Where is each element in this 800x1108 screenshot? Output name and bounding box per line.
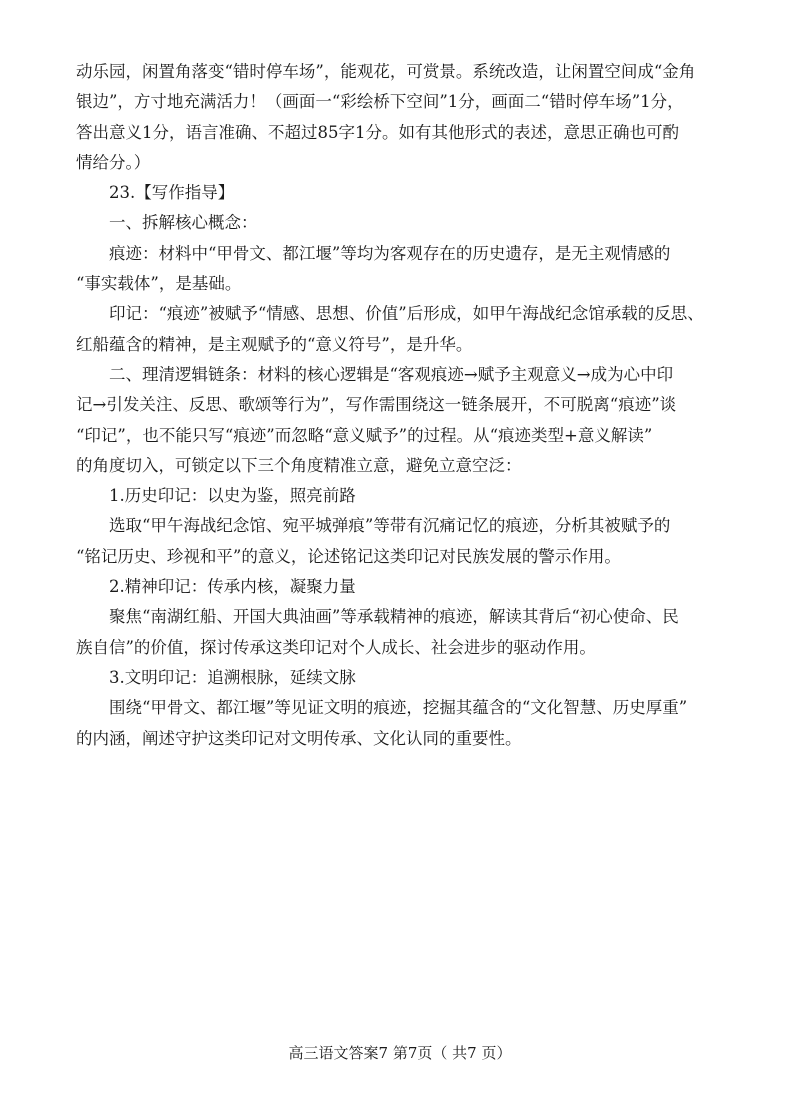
text-line: “印记”，也不能只写“痕迹”而忽略“意义赋予”的过程。从“痕迹类型+意义解读” (76, 425, 653, 445)
section-heading-concepts (76, 208, 726, 238)
paragraph-trace-definition (76, 239, 726, 300)
text-line: 记→引发关注、反思、歌颂等行为”，写作需围绕这一链条展开，不可脱离“痕迹”谈 (76, 395, 677, 415)
text-line: 2.精神印记：传承内核，凝聚力量 (109, 577, 356, 597)
text-line: 的内涵，阐述守护这类印记对文明传承、文化认同的重要性。 (76, 728, 522, 748)
text-line: “事实载体”，是基础。 (76, 274, 242, 294)
text-line: 银边”，方寸地充满活力！（画面一“彩绘桥下空间”1分，画面二“错时停车场”1分， (76, 92, 684, 112)
paragraph-answer-22-continuation (76, 57, 726, 178)
paragraph-historical-imprint (76, 511, 726, 572)
text-line: 3.文明印记：追溯根脉，延续文脉 (109, 667, 356, 687)
text-line: 动乐园，闲置角落变“错时停车场”，能观花，可赏景。系统改造，让闲置空间成“金角 (76, 62, 696, 81)
text-line: 情给分。） (76, 152, 151, 172)
text-line: 的角度切入，可锁定以下三个角度精准立意，避免立意空泛： (76, 455, 522, 475)
text-line: 选取“甲午海战纪念馆、宛平城弹痕”等带有沉痛记忆的痕迹，分析其被赋予的 (109, 516, 671, 536)
subheading-civilization-imprint (76, 663, 726, 693)
text-line: 一、拆解核心概念： (109, 213, 258, 233)
subheading-historical-imprint (76, 481, 726, 511)
text-line: 二、理清逻辑链条：材料的核心逻辑是“客观痕迹→赋予主观意义→成为心中印 (109, 364, 674, 384)
text-line: 族自信”的价值，探讨传承这类印记对个人成长、社会进步的驱动作用。 (76, 637, 596, 657)
text-line: 印记：“痕迹”被赋予“情感、思想、价值”后形成，如甲午海战纪念馆承载的反思、 (109, 304, 704, 324)
text-line: 23.【写作指导】 (109, 183, 235, 203)
subheading-spiritual-imprint (76, 572, 726, 602)
text-line: “铭记历史、珍视和平”的意义，论述铭记这类印记对民族发展的警示作用。 (76, 546, 621, 566)
text-line: 答出意义1分，语言准确、不超过85字1分。如有其他形式的表述，意思正确也可酌 (76, 122, 679, 142)
question-23-heading (76, 178, 726, 208)
page-footer: 高三语文答案7 第7页（ 共7 页） (288, 1044, 512, 1062)
text-line: 围绕“甲骨文、都江堰”等见证文明的痕迹，挖掘其蕴含的“文化智慧、历史厚重” (109, 698, 688, 718)
paragraph-logic-chain (76, 360, 726, 481)
paragraph-spiritual-imprint (76, 602, 726, 663)
paragraph-imprint-definition (76, 299, 726, 360)
text-line: 红船蕴含的精神，是主观赋予的“意义符号”，是升华。 (76, 334, 473, 354)
text-line: 1.历史印记：以史为鉴，照亮前路 (109, 486, 356, 506)
text-line: 痕迹：材料中“甲骨文、都江堰”等均为客观存在的历史遗存，是无主观情感的 (109, 243, 671, 263)
paragraph-civilization-imprint (76, 693, 726, 754)
answer-document (76, 57, 726, 754)
text-line: 聚焦“南湖红船、开国大典油画”等承载精神的痕迹，解读其背后“初心使命、民 (109, 607, 679, 627)
